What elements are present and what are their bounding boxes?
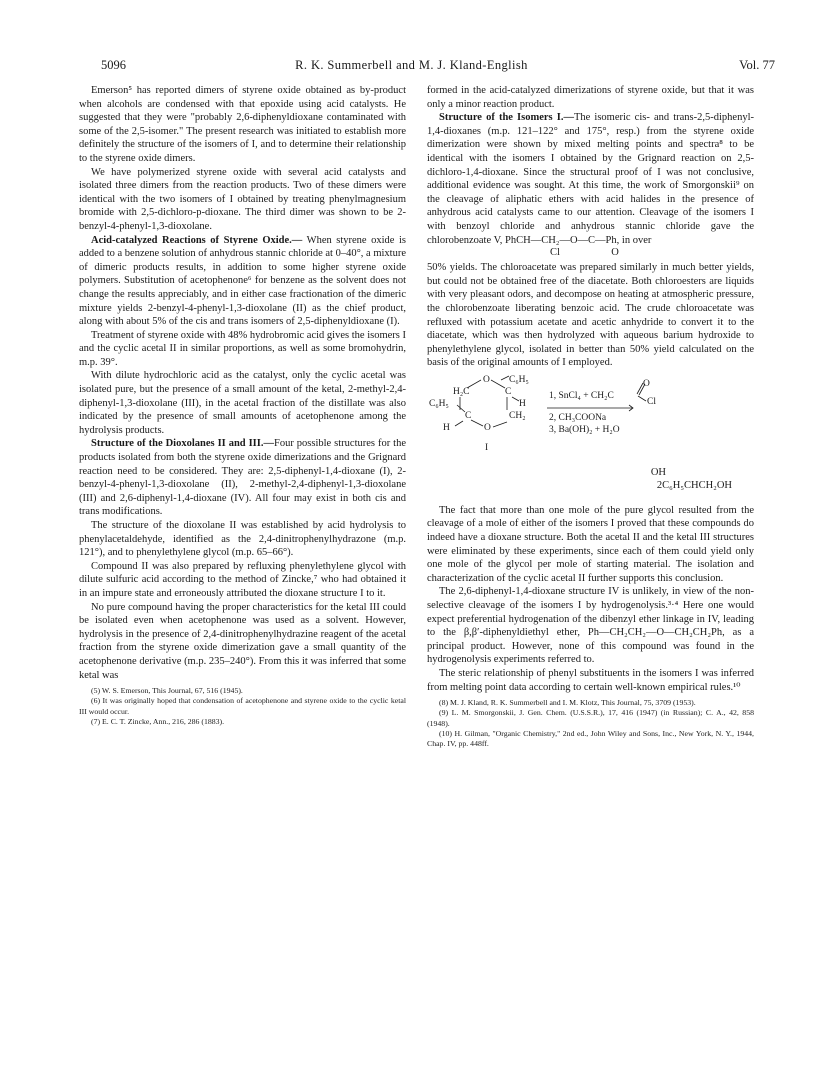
paragraph: The steric relationship of phenyl substituents in the isomers I was inferred from melting point data according to certain well-known empirical rules.¹⁰ [427,668,754,693]
footnote: (10) H. Gilman, "Organic Chemistry," 2nd ed., John Wiley and Sons, Inc., New York, N. Y., 1944, Chap. IV, pp. 448ff. [427,728,754,748]
paragraph: The fact that more than one mole of the pure glycol resulted from the cleavage of a mole of either of the isomers I proved that these compounds do indeed have a dioxane structure. Both the acetal II and the ketal III structures were eliminated by these experiments, since each of them could yield only one mole of the glycol per mole of starting material. The isolation and characterization of the cyclic acetal II further supports this conclusion. [427,504,754,584]
running-title: R. K. Summerbell and M. J. Kland-English [295,58,528,72]
product-oh: OH [650,466,666,478]
bond [491,380,505,388]
paragraph: Emerson⁵ has reported dimers of styrene oxide obtained as by-product when alcohols are condensed with that epoxide using acid catalysts. He suggested that they were "probably 2,6-diphenyldioxane contaminated with some of the 2,5-isomer." The present research was initiated to establish more definitely the structure of the isomers of I, and to determine their relationship to the styrene oxide dimers. [79,85,406,164]
paragraph: formed in the acid-catalyzed dimerizations of styrene oxide, but that it was only a minor reaction product. [427,85,754,110]
reaction-scheme [427,372,754,460]
paragraph: Structure of the Isomers I.—The isomeric cis- and trans-2,5-diphenyl-1,4-dioxanes (m.p. 121–122° and 175°, resp.) from the styrene oxide dimerization were shown by mixed melting points and spectra⁸ to be identical with the isomers I obtained by the Grignard reaction on 2,5-dichloro-1,4-dioxane. Since the structural proof of I was not conclusive, additional evidence was sought. At this time, the work of Smorgonskii⁹ on the cleavage of aliphatic ethers with acid halides in the presence of anhydrous acid catalysts came to our attention. Cleavage of the isomers I with benzoyl chloride and anhydrous stannic chloride gave the chlorobenzoate V, PhCH—CH₂—O—C—Ph, in over [427,112,754,246]
ring-o-bottom: O [484,422,491,433]
volume-label: Vol. 77 [739,58,775,72]
ring-h-right: H [519,398,526,409]
ring-h2c: H₂C [453,386,470,397]
bond [467,380,481,388]
section-heading: Structure of the Isomers I.— [439,112,574,124]
footnote: (7) E. C. T. Zincke, Ann., 216, 286 (1883). [91,716,225,726]
paragraph: With dilute hydrochloric acid as the catalyst, only the cyclic acetal was isolated pure, but the presence of a small amount of the ketal, 2-methyl-2,4-diphenyl-1,3-dioxolane (III), in the acetal fraction of the distillate was also indicated by the presence of small amounts of acetophenone among the hydrolysis products. [79,370,406,436]
paragraph: Acid-catalyzed Reactions of Styrene Oxide.— When styrene oxide is added to a benzene solution of anhydrous stannic chloride at 0–40°, a mixture of dimeric products results, in addition to some higher styrene oxide polymers. Substitution of acetophenone⁶ for benzene as the solvent does not change the results appreciably, and in either case fractionation of the dimeric mixture yields 2-benzyl-4-phenyl-1,3-dioxolane (II) as the chief product, along with about 5% of the cis and trans isomers of 2,5-diphenyldioxane (I). [79,234,406,328]
bond [501,376,509,380]
paragraph: Treatment of styrene oxide with 48% hydrobromic acid gives the isomers I and the cyclic acetal II in similar proportions, as well as some bromohydrin, m.p. 39°. [79,329,406,368]
section-heading: Acid-catalyzed Reactions of Styrene Oxide.— [91,234,303,246]
acyl-cl-bond [638,396,646,401]
bond [455,421,463,426]
page-header [0,58,823,78]
footnote: (8) M. J. Kland, R. K. Summerbell and I. M. Klotz, This Journal, 75, 3709 (1953). [439,698,696,708]
footnote: (5) W. S. Emerson, This Journal, 67, 516 (1945). [91,686,243,696]
bond [457,405,465,412]
compound-label-I: I [485,442,489,453]
paragraph: We have polymerized styrene oxide with several acid catalysts and isolated three dimers from the reaction products. Two of these dimers were identical with the two isomers of I obtained by treating phenylmagnesium bromide with 2,5-dichloro-p-dioxane. The third dimer was shown to be 2-benzyl-4-phenyl-1,3-dioxolane. [79,166,406,232]
page-number: 5096 [101,58,126,72]
reagent-step-1: 1, SnCl₄ + CH₂C [549,390,614,401]
reaction-scheme-drawing [427,372,754,460]
glycol-product [427,466,732,492]
footnote: (6) It was originally hoped that condensation of acetophenone and styrene oxide to the cyclic ketal III would occur. [79,696,406,716]
ring-c-left: C [465,410,472,421]
formula-o: O [611,247,619,259]
paragraph: Compound II was also prepared by refluxing phenylethylene glycol with dilute sulfuric acid according to the method of Zincke,⁷ who had obtained it in an impure state and erroneously attributed the dioxane structure I to it. [79,560,406,599]
bond [493,422,507,427]
right-column [427,84,754,749]
section-heading: Structure of the Dioxolanes II and III.— [91,438,274,450]
ring-o-top: O [483,374,490,385]
reagent-step-2: 2, CH₃COONa [549,412,607,423]
ring-c6h5-top: C₆H₅ [509,374,529,385]
acyl-o: O [643,378,650,389]
paragraph: The 2,6-diphenyl-1,4-dioxane structure IV is unlikely, in view of the non-selective cleavage of the isomers I by hydrogenolysis.³·⁴ Here one would expect preferential hydrogenation of the dibenzyl ether linkage in IV, leading to the β,β′-diphenyldiethyl ether, Ph—CH₂CH₂—O—CH₂CH₂Ph, as a principal product. However, none of this compound was found in the hydrogenolysis experiments referred to. [427,586,754,666]
paragraph: The structure of the dioxolane II was established by acid hydrolysis to phenylacetaldehyde, identified as the 2,4-dinitrophenylhydrazone (m.p. 121°), and to phenylethylene glycol (m.p. 65–66°). [79,520,406,559]
acyl-cl: Cl [647,396,656,407]
ring-c-right: C [505,386,512,397]
footnote: (9) L. M. Smorgonskii, J. Gen. Chem. (U.S.S.R.), 17, 416 (1947) (in Russian); C. A., 42, 858 (1948). [427,708,754,728]
bond [512,397,519,401]
formula-cl: Cl [550,247,560,259]
bond [471,420,483,426]
ring-h-left: H [443,422,450,433]
ring-c6h5-left: C₆H₅ [429,398,449,409]
paragraph: 50% yields. The chloroacetate was prepared similarly in much better yields, but could not be obtained free of the diacetate. Both chloroesters are liquids with very pleasant odors, and decompose on heating at atmospheric pressure, the chlorobenzoate liberating benzoic acid. The crude chloroacetate was refluxed with potassium acetate and acetic anhydride to convert it to the diacetate, which was then hydrolyzed with aqueous barium hydroxide to phenylethylene glycol, isolated in better than 50% yield calculated on the basis of the original amounts of I employed. [427,262,754,369]
left-column [79,84,406,727]
chlorobenzoate-formula-substituents [525,247,754,259]
paragraph: Structure of the Dioxolanes II and III.—Four possible structures for the products isolated from both the styrene oxide dimerizations and the Grignard reaction need to be considered. They are: 2,5-diphenyl-1,4-dioxane (I), 2-benzyl-4-phenyl-1,3-dioxolane (II), 2-methyl-2,4-diphenyl-1,3-dioxolane (III) and 2,6-diphenyl-1,4-dioxane (IV). All four may exist in both cis and trans modifications. [79,438,406,518]
ring-ch2: CH₂ [509,410,526,421]
reagent-step-3: 3, Ba(OH)₂ + H₂O [549,424,620,435]
paragraph: No pure compound having the proper characteristics for the ketal III could be isolated even when acetophenone was used as a solvent. However, hydrolysis in the presence of 2,4-dinitrophenylhydrazine reagent of the acetal fraction from the styrene oxide dimerization gave a small quantity of the acetophenone derivative (m.p. 235–240°). From this it was inferred that some ketal was [79,601,406,681]
product-formula: 2C₆H₅CHCH₂OH [656,479,732,491]
